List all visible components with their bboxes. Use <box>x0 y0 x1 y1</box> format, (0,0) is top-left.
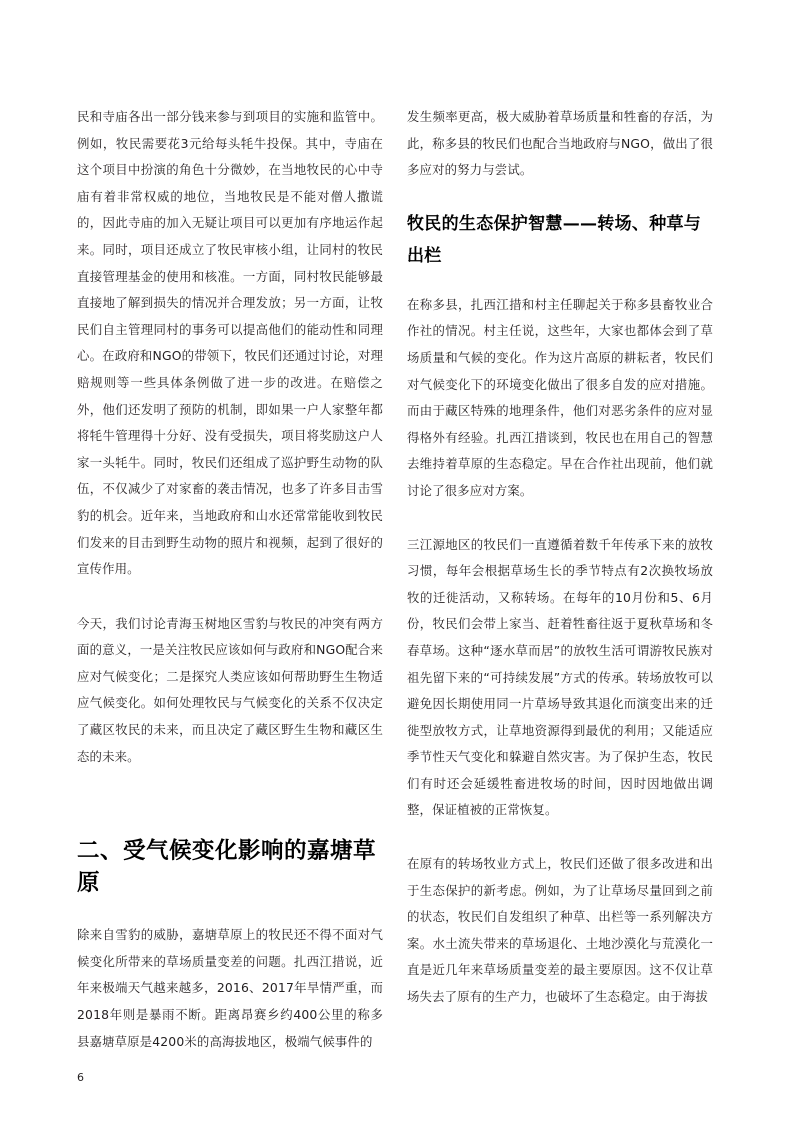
left-column <box>77 104 383 1055</box>
right-paragraph-1: 发生频率更高，极大威胁着草场质量和牲畜的存活，为此，称多县的牧民们也配合当地政府与NGO，做出了很多应对的努力与尝试。 <box>407 109 713 178</box>
right-paragraph-3: 三江源地区的牧民们一直遵循着数千年传承下来的放牧习惯，每年会根据草场生长的季节特点有2次换牧场放牧的迁徙活动，又称转场。在每年的10月份和5、6月份，牧民们会带上家当、赶着牲畜往返于夏秋草场和冬春草场。这种“逐水草而居”的放牧生活可谓游牧民族对祖先留下来的“可持续发展”方式的传承。转场放牧可以避免因长期使用同一片草场导致其退化而演变出来的迁徙型放牧方式，让草地资源得到最优的利用；又能适应季节性天气变化和躲避自然灾害。为了保护生态，牧民们有时还会延缓牲畜进牧场的时间，因时因地做出调整，保证植被的正常恢复。 <box>407 536 713 818</box>
left-paragraph-3: 除来自雪豹的威胁，嘉塘草原上的牧民还不得不面对气候变化所带来的草场质量变差的问题。扎西江措说，近年来极端天气越来越多，2016、2017年旱情严重，而2018年则是暴雨不断。距离昂赛乡约400公里的称多县嘉塘草原是4200米的高海拔地区，极端气候事件的 <box>77 927 383 1049</box>
left-paragraph-2: 今天，我们讨论青海玉树地区雪豹与牧民的冲突有两方面的意义，一是关注牧民应该如何与政府和NGO配合来应对气候变化；二是探究人类应该如何帮助野生生物适应气候变化。如何处理牧民与气候变化的关系不仅决定了藏区牧民的未来，而且决定了藏区野生生物和藏区生态的未来。 <box>77 615 383 764</box>
left-paragraph-1: 民和寺庙各出一部分钱来参与到项目的实施和监管中。例如，牧民需要花3元给每头牦牛投保。其中，寺庙在这个项目中扮演的角色十分微妙，在当地牧民的心中寺庙有着非常权威的地位，当地牧民是不能对僧人撒谎的，因此寺庙的加入无疑让项目可以更加有序地运作起来。同时，项目还成立了牧民审核小组，让同村的牧民直接管理基金的使用和核准。一方面，同村牧民能够最直接地了解到损失的情况并合理发放；另一方面，让牧民们自主管理同村的事务可以提高他们的能动性和同理心。在政府和NGO的带领下，牧民们还通过讨论，对理赔规则等一些具体条例做了进一步的改进。在赔偿之外，他们还发明了预防的机制，即如果一户人家整年都将牦牛管理得十分好、没有受损失，项目将奖励这户人家一头牦牛。同时，牧民们还组成了巡护野生动物的队伍，不仅减少了对家畜的袭击情况，也多了许多目击雪豹的机会。近年来，当地政府和山水还常常能收到牧民们发来的目击到野生动物的照片和视频，起到了很好的宣传作用。 <box>77 109 383 577</box>
page-number: 6 <box>77 1071 84 1084</box>
right-column <box>407 104 713 1011</box>
right-paragraph-4: 在原有的转场牧业方式上，牧民们还做了很多改进和出于生态保护的新考虑。例如，为了让草场尽量回到之前的状态，牧民们自发组织了种草、出栏等一系列解决方案。水土流失带来的草场退化、土地沙漠化与荒漠化一直是近几年来草场质量变差的最主要原因。这不仅让草场失去了原有的生产力，也破坏了生态稳定。由于海拔 <box>407 856 713 1005</box>
section-title: 二、受气候变化影响的嘉塘草原 <box>77 838 377 897</box>
subsection-title: 牧民的生态保护智慧——转场、种草与出栏 <box>407 213 702 266</box>
right-paragraph-2: 在称多县，扎西江措和村主任聊起关于称多县畜牧业合作社的情况。村主任说，这些年，大家也都体会到了草场质量和气候的变化。作为这片高原的耕耘者，牧民们对气候变化下的环境变化做出了很多自发的应对措施。而由于藏区特殊的地理条件，他们对恶劣条件的应对显得格外有经验。扎西江措谈到，牧民也在用自己的智慧去维持着草原的生态稳定。早在合作社出现前，他们就讨论了很多应对方案。 <box>407 296 713 498</box>
